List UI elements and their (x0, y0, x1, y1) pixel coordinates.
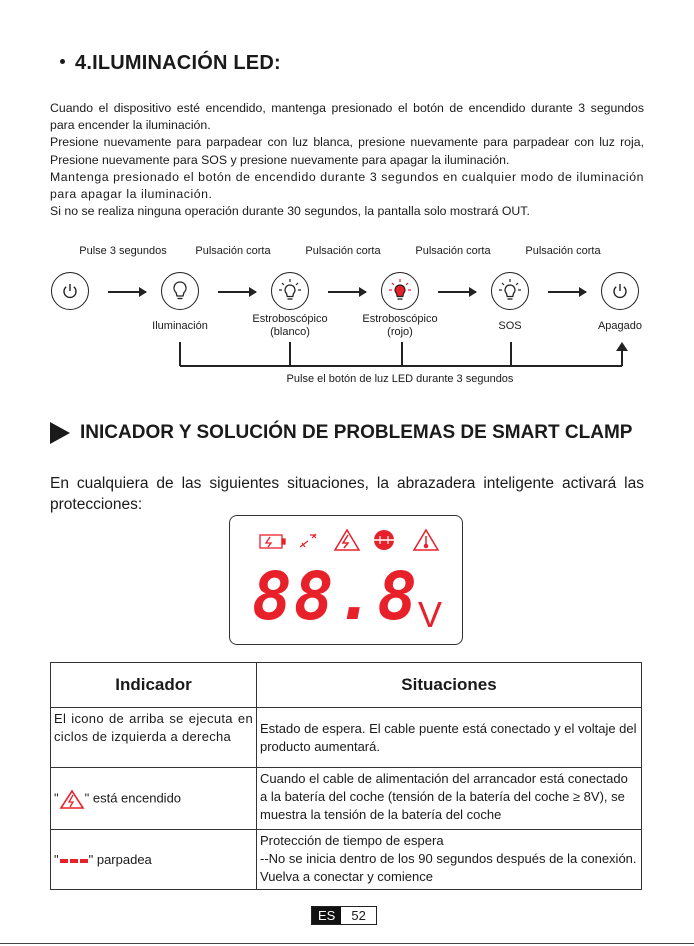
step-label: Pulsación corta (415, 245, 491, 257)
section-title-text: INICADOR Y SOLUCIÓN DE PROBLEMAS DE SMART CLAMP (80, 422, 633, 443)
led-instructions (50, 100, 644, 220)
indicator-cell: " " parpadea (51, 830, 257, 890)
high-voltage-warning-icon (59, 789, 85, 809)
paragraph: Si no se realiza ninguna operación durante 30 segundos, la pantalla solo mostrará OUT. (50, 204, 530, 219)
section-title-indicator (50, 422, 632, 444)
arrow-right (548, 291, 586, 293)
language-tag: ES (312, 907, 341, 924)
table-header: Indicador (51, 663, 257, 708)
arrow-right (108, 291, 146, 293)
play-triangle-icon (50, 422, 70, 444)
loop-label: Pulse el botón de luz LED durante 3 segundos (286, 373, 514, 385)
step-caption: Iluminación (152, 320, 208, 332)
paragraph: Presione nuevamente para parpadear con luz blanca, presione nuevamente para parpadear con luz roja, Presione nuevamente para SOS y presione nuevamente para apagar la iluminación. (50, 135, 644, 167)
indicator-cell: El icono de arriba se ejecuta en ciclos de izquierda a derecha (51, 708, 257, 768)
red-dashes-icon (59, 856, 89, 866)
page-number: 52 (351, 908, 366, 923)
step-caption: SOS (498, 320, 522, 332)
step-caption: Estroboscópico (blanco) (252, 313, 328, 338)
step-label: Pulsación corta (525, 245, 601, 257)
voltage-unit: V (418, 594, 443, 635)
paragraph: Mantenga presionado el botón de encendido durante 3 segundos en cualquier modo de iluminación para apagar la iluminación. (50, 169, 644, 202)
indicator-table (50, 662, 642, 890)
bullet-dot (60, 59, 65, 64)
section-title-led (60, 52, 281, 75)
table-header: Situaciones (257, 663, 642, 708)
arrow-right (328, 291, 366, 293)
arrow-right (218, 291, 256, 293)
table-row (51, 768, 642, 830)
loop-back-bracket (170, 338, 630, 372)
power-icon (51, 272, 89, 310)
high-voltage-warning-icon (335, 530, 359, 550)
step-label: Pulsación corta (195, 245, 271, 257)
situation-cell: Estado de espera. El cable puente está conectado y el voltaje del producto aumentará. (257, 708, 642, 768)
strobe-white-icon (271, 272, 309, 310)
clamp-plug-icon (300, 534, 316, 547)
arrow-right (438, 291, 476, 293)
strobe-red-icon (381, 272, 419, 310)
battery-icon (260, 535, 285, 548)
page-footer (311, 906, 377, 925)
power-icon (601, 272, 639, 310)
indicator-cell: " " está encendido (51, 768, 257, 830)
table-row (51, 708, 642, 768)
intro-text: En cualquiera de las siguientes situaciones, la abrazadera inteligente activará las protecciones: (50, 475, 644, 513)
overload-icon (374, 530, 394, 550)
table-row (51, 830, 642, 890)
paragraph: Cuando el dispositivo esté encendido, mantenga presionado el botón de encendido durante 3 segundos para encender la iluminación. (50, 101, 644, 133)
display-panel (229, 515, 463, 645)
situation-cell: Cuando el cable de alimentación del arrancador está conectado a la batería del coche (tensión de la batería del coche ≥ 8V), se muestra la tensión de la batería del coche (257, 768, 642, 830)
step-caption: Apagado (597, 320, 643, 332)
sos-icon (491, 272, 529, 310)
section-title-text: 4.ILUMINACIÓN LED: (75, 52, 281, 74)
situation-cell: Protección de tiempo de espera --No se inicia dentro de los 90 segundos después de la conexión. Vuelva a conectar y comience (257, 830, 642, 890)
bottom-divider (0, 943, 694, 944)
bulb-icon (161, 272, 199, 310)
temperature-warning-icon (414, 530, 438, 550)
voltage-digits: 88.8 (252, 558, 419, 635)
step-caption: Estroboscópico (rojo) (362, 313, 438, 338)
step-label: Pulse 3 segundos (79, 245, 167, 257)
step-label: Pulsación corta (305, 245, 381, 257)
